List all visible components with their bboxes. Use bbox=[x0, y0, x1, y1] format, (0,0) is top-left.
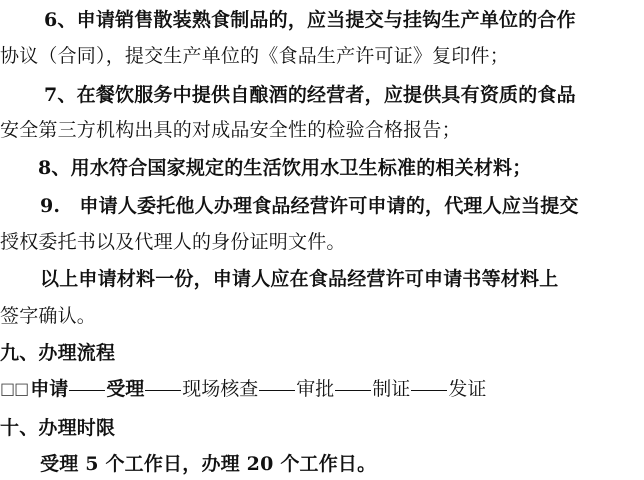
flow-step-release: 发证 bbox=[448, 378, 487, 400]
summary-line-1: 以上申请材料一份，申请人应在食品经营许可申请书等材料上 bbox=[40, 268, 559, 290]
summary-line-2: 签字确认。 bbox=[0, 305, 97, 327]
flow-step-accept: 受理 bbox=[106, 378, 145, 400]
flow-connector bbox=[145, 390, 181, 391]
item-9-line-2: 授权委托书以及代理人的身份证明文件。 bbox=[0, 231, 346, 253]
item-9-line-1: 9. 申请人委托他人办理食品经营许可申请的，代理人应当提交 bbox=[40, 195, 579, 217]
section-10-heading: 十、办理时限 bbox=[0, 417, 116, 439]
item-6-line-1: 6、申请销售散装熟食制品的，应当提交与挂钩生产单位的合作 bbox=[44, 9, 576, 31]
flow-connector bbox=[411, 390, 447, 391]
item-8-line: 8、用水符合国家规定的生活饮用水卫生标准的相关材料； bbox=[38, 157, 532, 179]
flow-step-inspect: 现场核查 bbox=[182, 378, 259, 400]
flow-connector bbox=[335, 390, 371, 391]
flow-prefix: □□ bbox=[0, 379, 29, 398]
item-6-line-2: 协议（合同），提交生产单位的《食品生产许可证》复印件； bbox=[0, 45, 509, 67]
time-limit-line: 受理 5 个工作日，办理 20 个工作日。 bbox=[40, 453, 377, 475]
flow-step-issue-cert: 制证 bbox=[372, 378, 411, 400]
flow-connector bbox=[259, 390, 295, 391]
process-flow bbox=[0, 377, 486, 401]
section-9-heading: 九、办理流程 bbox=[0, 342, 116, 364]
item-7-line-1: 7、在餐饮服务中提供自酿酒的经营者，应提供具有资质的食品 bbox=[44, 84, 576, 106]
item-7-line-2: 安全第三方机构出具的对成品安全性的检验合格报告； bbox=[0, 119, 461, 141]
flow-connector bbox=[69, 390, 105, 391]
flow-step-approve: 审批 bbox=[296, 378, 335, 400]
flow-step-apply: 申请 bbox=[30, 378, 69, 400]
